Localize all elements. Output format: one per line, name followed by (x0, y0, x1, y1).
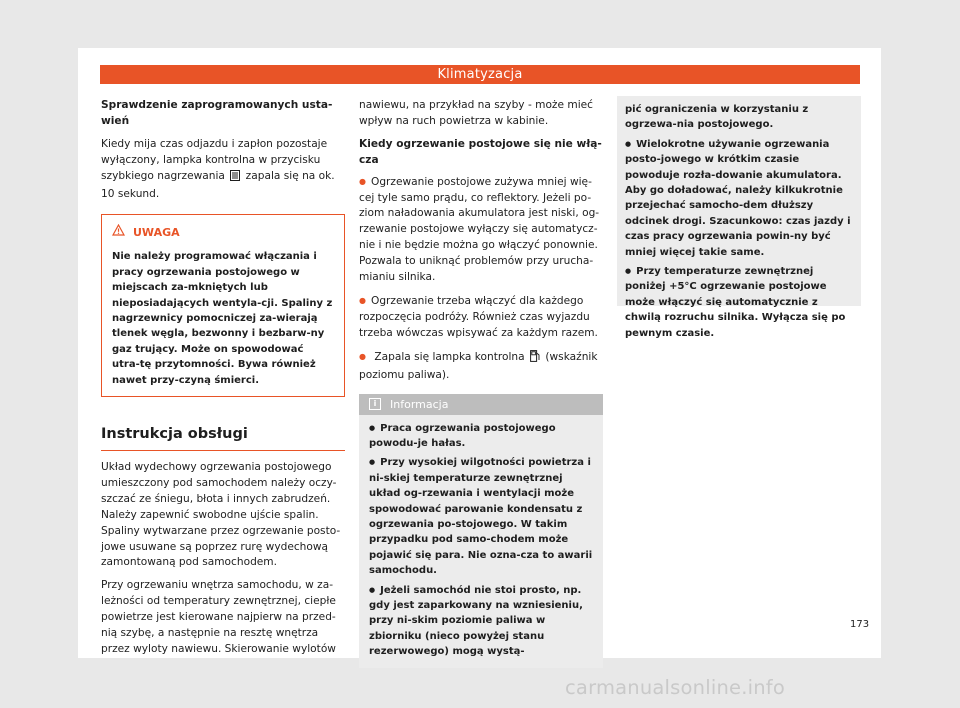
info-icon: i (369, 398, 381, 410)
column-1 (101, 98, 345, 665)
column-2 (359, 98, 603, 668)
list-item: ● Ogrzewanie postojowe zużywa mniej wię-cej tyle samo prądu, co reflektory. Jeżeli po-ziom naładowania akumulatora jest niski, og-rzewanie postojowe wyłączy się automatycz-nie i nie będzie można go włączyć ponownie. Pozwala to uniknąć problemów przy urucha-mianiu silnika. (359, 174, 603, 286)
section-title-instructions: Instrukcja obsługi (101, 425, 345, 451)
section-heading-settings: Sprawdzenie zaprogramowanych usta-wień (101, 99, 333, 127)
list-item: ● Przy wysokiej wilgotności powietrza i ni-skiej temperaturze zewnętrznej układ og-rzewania i wentylacji może spowodować parowanie kondensatu z ogrzewania po-stojowego. W takim przypadku pod samo-chodem może pojawić się para. Nie ozna-cza to awarii samochodu. (369, 455, 593, 578)
list-item: ● Praca ogrzewania postojowego powodu-je hałas. (369, 421, 593, 452)
warning-body: Nie należy programować włączania i pracy ogrzewania postojowego w miejscach za-mkniętych lub nieposiadających wentyla-cji. Spaliny z nagrzewnicy pomocniczej za-wierają tlenek węgla, bezwonny i bezbarw-ny gaz trujący. Może on spowodować utra-tę przytomności. Bywa również nawet przy-czyną śmierci. (112, 251, 333, 386)
section-heading-not-start: Kiedy ogrzewanie postojowe się nie włą-cza (359, 137, 602, 166)
paragraph-continued: pić ograniczenia w korzystaniu z ogrzewa-nia postojowego. (625, 104, 809, 131)
chapter-title: Klimatyzacja (437, 67, 523, 82)
list-item: ● Wielokrotne używanie ogrzewania posto-jowego w krótkim czasie powoduje rozła-dowanie akumulatora. Aby go doładować, należy kilkukrotnie przejechać samocho-dem dłuższy odcinek drogi. Szacunkowo: czas jazdy i czas pracy ogrzewania powin-ny być mniej więcej takie same. (625, 137, 853, 260)
list-item: ● Zapala się lampka kontrolna (wskaźnik poziomu paliwa). (359, 349, 603, 384)
warning-title: UWAGA (112, 224, 334, 241)
paragraph-heating: Przy ogrzewaniu wnętrza samochodu, w za-leżności od temperatury zewnętrznej, ciepłe powietrze jest kierowane najpierw na przed-nią szybę, a następnie na resztę wnętrza przez wyloty nawiewu. Skierowanie wylotów (101, 579, 336, 655)
warning-triangle-icon (112, 224, 125, 241)
fuel-pump-icon (530, 350, 540, 368)
warning-box (101, 214, 345, 397)
column-3 (617, 98, 861, 339)
info-title: i Informacja (359, 394, 603, 415)
rear-window-heater-icon (230, 170, 240, 187)
list-item: ● Ogrzewanie trzeba włączyć dla każdego rozpoczęcia podróży. Również czas wyjazdu trzeba wówczas wpisywać za każdym razem. (359, 293, 603, 342)
chapter-header (100, 65, 860, 84)
list-item: ● Przy temperaturze zewnętrznej poniżej +5°C ogrzewanie postojowe może włączyć się automatycznie z chwilą rozruchu silnika. Wyłącza się po pewnym czasie. (625, 264, 853, 341)
page-number: 173 (850, 619, 870, 630)
paragraph-settings: Kiedy mija czas odjazdu i zapłon pozostaje wyłączony, lampka kontrolna w przycisku szybkiego nagrzewania zapala się na ok. 10 sekund. (101, 137, 335, 200)
paragraph-continued: nawiewu, na przykład na szyby - może mieć wpływ na ruch powietrza w kabinie. (359, 99, 593, 127)
info-body (359, 415, 603, 668)
paragraph-exhaust: Układ wydechowy ogrzewania postojowego umieszczony pod samochodem należy oczy-szczać ze śniegu, błota i innych zabrudzeń. Należy zapewnić swobodne ujście spalin. Spaliny wytwarzane przez ogrzewanie posto-jowe usuwane są poprzez rurę wydechową zamontowaną pod samochodem. (101, 461, 341, 569)
info-box-continued (617, 96, 861, 339)
info-box (359, 394, 603, 668)
list-item: ● Jeżeli samochód nie stoi prosto, np. gdy jest zaparkowany na wzniesieniu, przy ni-skim poziomie paliwa w zbiorniku (nieco powyżej stanu rezerwowego) mogą wystą- (369, 583, 593, 660)
watermark: carmanualsonline.info (565, 676, 785, 699)
